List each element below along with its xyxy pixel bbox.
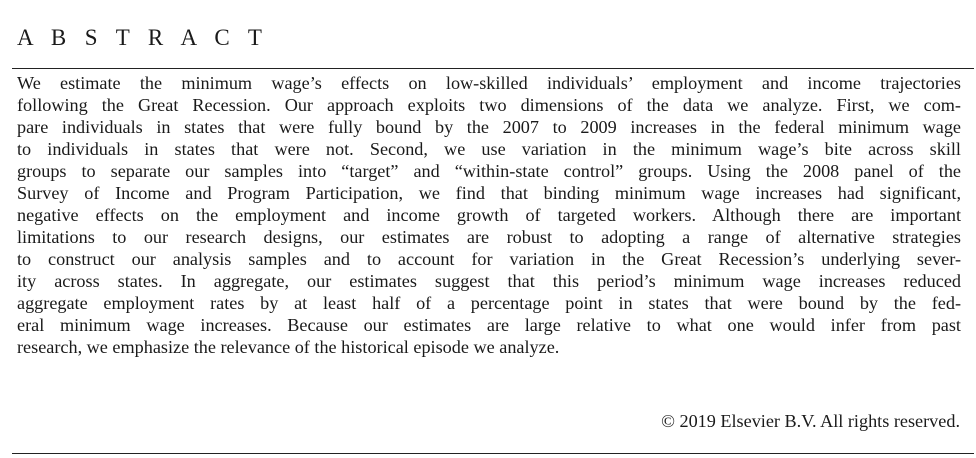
abstract-line: We estimate the minimum wage’s effects on low-skilled individuals’ employment and income trajectories bbox=[17, 73, 961, 93]
abstract-body bbox=[17, 72, 961, 358]
abstract-line: research, we emphasize the relevance of the historical episode we analyze. bbox=[17, 337, 560, 357]
abstract-line: to individuals in states that were not. Second, we use variation in the minimum wage’s bite across skill bbox=[17, 139, 961, 159]
bottom-divider bbox=[12, 453, 974, 454]
abstract-line: Survey of Income and Program Participation, we find that binding minimum wage increases had significant, bbox=[17, 183, 961, 203]
abstract-line: following the Great Recession. Our approach exploits two dimensions of the data we analyze. First, we com- bbox=[17, 95, 961, 115]
abstract-line: pare individuals in states that were fully bound by the 2007 to 2009 increases in the federal minimum wage bbox=[17, 117, 961, 137]
abstract-line: groups to separate our samples into “target” and “within-state control” groups. Using the 2008 panel of the bbox=[17, 161, 961, 181]
abstract-line: aggregate employment rates by at least half of a percentage point in states that were bound by the fed- bbox=[17, 293, 961, 313]
abstract-line: negative effects on the employment and income growth of targeted workers. Although there are important bbox=[17, 205, 961, 225]
abstract-line: limitations to our research designs, our estimates are robust to adopting a range of alternative strategies bbox=[17, 227, 961, 247]
top-divider bbox=[12, 68, 974, 69]
abstract-line: to construct our analysis samples and to account for variation in the Great Recession’s underlying sever- bbox=[17, 249, 961, 269]
abstract-line: ity across states. In aggregate, our estimates suggest that this period’s minimum wage increases reduced bbox=[17, 271, 961, 291]
abstract-line: eral minimum wage increases. Because our estimates are large relative to what one would infer from past bbox=[17, 315, 961, 335]
abstract-heading: A B S T R A C T bbox=[17, 25, 269, 50]
copyright-notice: © 2019 Elsevier B.V. All rights reserved. bbox=[661, 411, 960, 431]
